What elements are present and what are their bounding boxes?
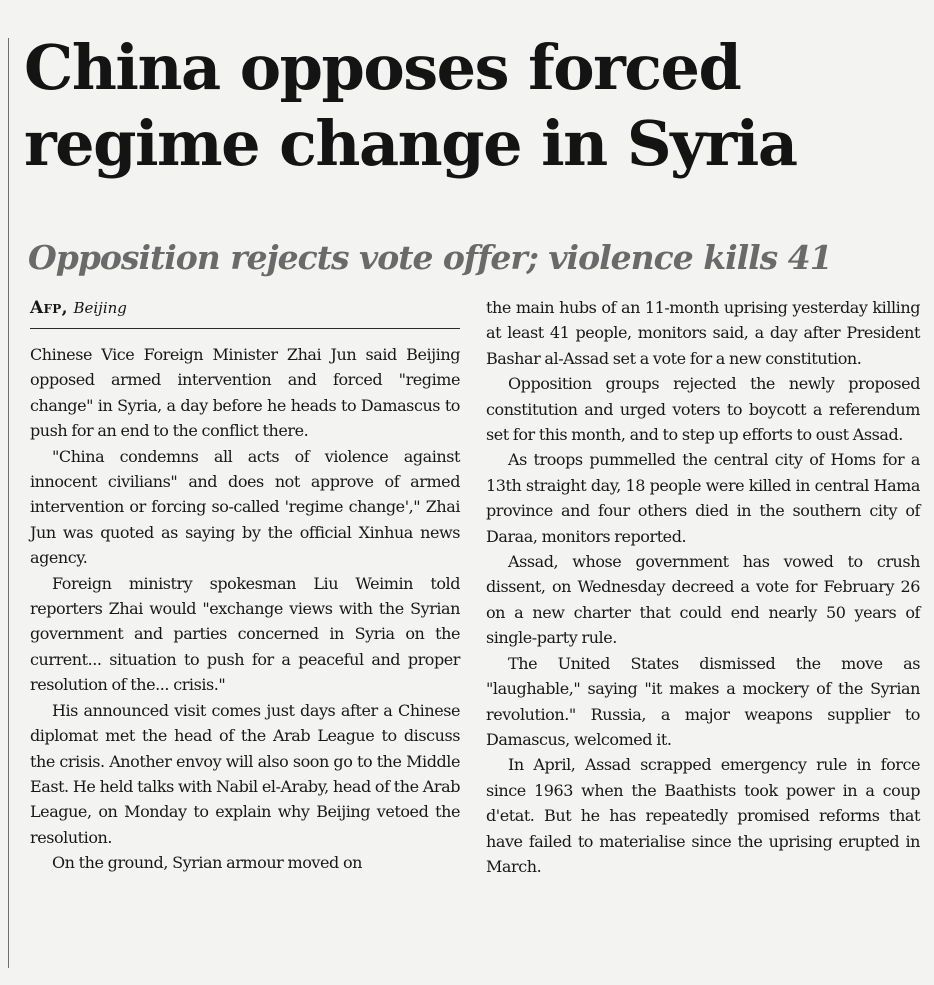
article-paragraph: Assad, whose government has vowed to crush dissent, on Wednesday decreed a vote for February 26 on a new charter that could end nearly 50 years of single-party rule. [486,552,920,648]
article-paragraph: As troops pummelled the central city of Homs for a 13th straight day, 18 people were killed in central Hama province and four others died in the southern city of Daraa, monitors reported. [486,450,920,546]
article-paragraph: the main hubs of an 11-month uprising yesterday killing at least 41 people, monitors said, a day after President Bashar al-Assad set a vote for a new constitution. [486,298,920,368]
headline [24,30,924,182]
article-paragraph: Opposition groups rejected the newly proposed constitution and urged voters to boycott a referendum set for this month, and to step up efforts to oust Assad. [486,374,920,445]
article-paragraph: Chinese Vice Foreign Minister Zhai Jun said Beijing opposed armed intervention and forced "regime change" in Syria, a day before he heads to Damascus to push for an end to the conflict there. [30,345,460,441]
article-column-left [30,342,460,876]
article-paragraph: In April, Assad scrapped emergency rule in force since 1963 when the Baathists took power in a coup d'etat. But he has repeatedly promised reforms that have failed to materialise since the uprising erupted in March. [486,755,920,876]
headline-line-2: regime change in Syria [24,107,797,180]
column-rule [8,38,9,968]
article-paragraph: On the ground, Syrian armour moved on [52,853,362,873]
headline-line-1: China opposes forced [24,31,741,104]
article-column-right [486,295,920,879]
article-paragraph: Foreign ministry spokesman Liu Weimin told reporters Zhai would "exchange views with the Syrian government and parties concerned in Syria on the current... situation to push for a peaceful and proper resolution of the... crisis." [30,573,460,695]
article-paragraph: The United States dismissed the move as "laughable," saying "it makes a mockery of the Syrian revolution." Russia, a major weapons supplier to Damascus, welcomed it. [486,653,920,749]
byline-rule [30,328,460,329]
byline-agency: Afp [30,298,62,318]
byline-location: Beijing [73,299,127,317]
subheadline: Opposition rejects vote offer; violence kills 41 [28,238,832,277]
byline-separator: , [61,298,74,318]
article-paragraph: His announced visit comes just days after a Chinese diplomat met the head of the Arab League to discuss the crisis. Another envoy will also soon go to the Middle East. He held talks with Nabil el-Araby, head of the Arab League, on Monday to explain why Beijing vetoed the resolution. [30,700,460,847]
byline [30,296,460,320]
article-paragraph: "China condemns all acts of violence against innocent civilians" and does not approve of armed intervention or forcing so-called 'regime change'," Zhai Jun was quoted as saying by the official Xinhua news agency. [30,446,460,568]
